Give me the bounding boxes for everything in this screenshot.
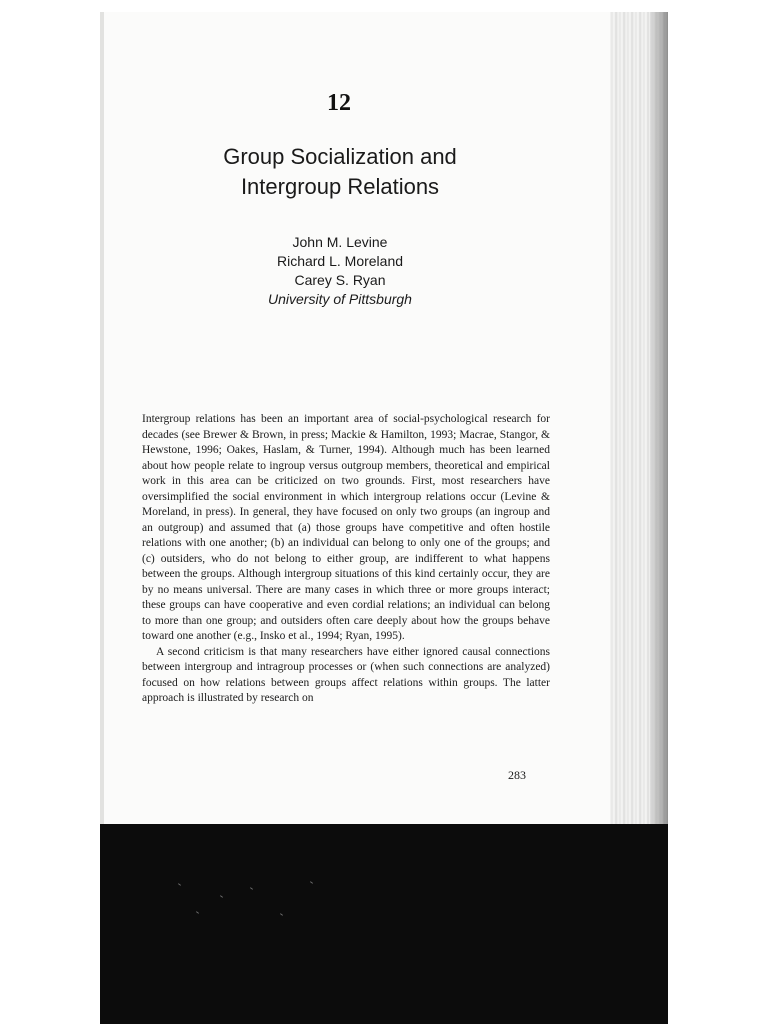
body-paragraph: A second criticism is that many researchers have either ignored causal connections between intergroup and intragroup processes or (when such connections are analyzed) focused on how relations between groups affect relations within groups. The latter approach is illustrated by research on [142,645,550,704]
chapter-title [140,142,540,202]
chapter-number: 12 [327,90,351,116]
author-name: John M. Levine [292,234,388,250]
author-name: Richard L. Moreland [276,253,404,269]
page-number: 283 [508,768,526,782]
chapter-title-line-1: Group Socialization and [223,144,457,169]
chapter-title-line-2: Intergroup Relations [240,174,440,199]
author-name: Carey S. Ryan [294,272,386,288]
author-affiliation: University of Pittsburgh [268,291,412,307]
binding-shadow [650,12,668,830]
scanner-background [100,824,668,1024]
chapter-body-text [142,412,550,707]
body-paragraph: Intergroup relations has been an important area of social-psychological research for decades (see Brewer & Brown, in press; Mackie & Hamilton, 1993; Macrae, Stangor, & Hewstone, 1996; Oakes, Haslam, & Turner, 1994). Although much has been learned about how people relate to ingroup versus outgroup members, theoretical and empirical work in this area can be criticized on two grounds. First, most researchers have oversimplified the social environment in which intergroup relations occur (Levine & Moreland, in press). In general, they have focused on only two groups (an ingroup and an outgroup) and assumed that (a) those groups have competitive and often hostile relations with one another; (b) an individual can belong to only one of the groups; and (c) outsiders, who do not belong to either group, are indifferent to what happens between the groups. Although intergroup situations of this kind certainly occur, they are by no means universal. There are many cases in which three or more groups interact; these groups can have cooperative and even cordial relations; an individual can belong to more than one group; and outsiders often care deeply about how the groups behave toward one another (e.g., Insko et al., 1994; Ryan, 1995). [142,413,550,642]
